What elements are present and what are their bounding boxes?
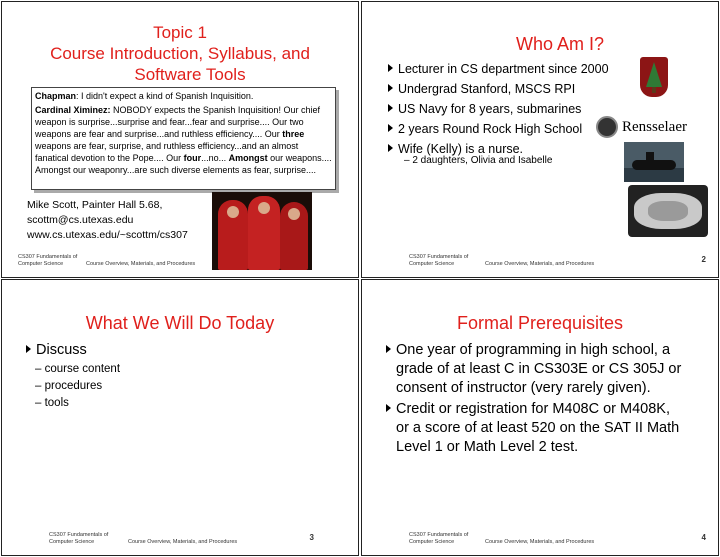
bullet-text: US Navy for 8 years, submarines xyxy=(398,102,582,116)
slide-title: Who Am I? xyxy=(515,34,605,54)
bullet-text: Level 1 or Math Level 2 test. xyxy=(396,439,579,455)
bullet-item xyxy=(386,341,711,398)
bullet-marker-icon xyxy=(388,64,393,72)
quote-text: weapons are fear, surprise, and ruthless efficiency...and an almost fanatical devotion to the Pope.... Our xyxy=(35,141,299,163)
bullet-text: Undergrad Stanford, MSCS RPI xyxy=(398,82,576,96)
quote-speaker: Chapman xyxy=(35,91,77,101)
bullet-item xyxy=(26,341,87,360)
footer-subtitle: Course Overview, Materials, and Procedures xyxy=(485,261,595,267)
quote-emphasis: four xyxy=(183,153,202,163)
bullet-marker-icon xyxy=(386,404,391,412)
bullet-marker-icon xyxy=(26,345,31,353)
bullet-marker-icon xyxy=(388,84,393,92)
bullet-item xyxy=(388,101,581,117)
rensselaer-logo xyxy=(596,116,687,138)
stanford-logo xyxy=(640,57,668,97)
seal-icon xyxy=(596,116,618,138)
bullet-marker-icon xyxy=(388,144,393,152)
quote-speaker: Cardinal Ximinez: xyxy=(35,105,111,115)
quote-text: NOBODY expects the Spanish Inquisition! Our chief weapon is surprise...surprise and fear...fear and surprise.... Our two weapons are fear and surprise...and ruthless efficiency.... Our xyxy=(35,105,320,139)
footer-subtitle: Course Overview, Materials, and Procedures xyxy=(485,539,595,545)
sub-bullet: – procedures xyxy=(35,380,103,392)
bullet-text: Discuss xyxy=(36,342,87,358)
title-line: Course Introduction, Syllabus, and xyxy=(50,44,310,63)
sub-bullet: – tools xyxy=(35,397,69,409)
bullet-text: One year of programming in high school, a xyxy=(396,342,671,358)
high-school-photo xyxy=(628,185,708,237)
quote-text: : I didn't expect a kind of Spanish Inquisition. xyxy=(76,91,254,101)
bullet-item xyxy=(388,81,575,97)
bullet-text: Wife (Kelly) is a nurse. xyxy=(398,142,524,156)
slide-4 xyxy=(361,279,719,556)
footer-course: CS307 Fundamentals of Computer Science xyxy=(409,254,469,267)
bullet-text: Lecturer in CS department since 2000 xyxy=(398,62,609,76)
bullet-text: grade of at least C in CS303E or CS 305J or xyxy=(396,361,682,377)
bullet-marker-icon xyxy=(388,124,393,132)
sub-bullet: – 2 daughters, Olivia and Isabelle xyxy=(404,155,553,166)
logo-text: Rensselaer xyxy=(622,118,687,135)
footer-course: CS307 Fundamentals of Computer Science xyxy=(409,532,469,545)
page-number: 2 xyxy=(701,255,706,264)
slide-2 xyxy=(361,1,719,278)
slide-title: Formal Prerequisites xyxy=(456,313,624,333)
submarine-photo xyxy=(624,142,684,182)
contact-email[interactable]: scottm@cs.utexas.edu xyxy=(27,214,134,226)
page-number: 4 xyxy=(701,533,706,542)
quote-text: our weapons.... Amongst our weaponry...are such diverse elements as fear, surprise.... xyxy=(35,153,332,175)
contact-info xyxy=(27,198,188,243)
contact-line: Mike Scott, Painter Hall 5.68, xyxy=(27,199,163,211)
slide-title xyxy=(2,22,358,85)
footer-course: CS307 Fundamentals of Computer Science xyxy=(49,532,109,545)
bullet-text: 2 years Round Rock High School xyxy=(398,122,583,136)
bullet-item xyxy=(388,121,582,137)
sub-bullet: – course content xyxy=(35,363,121,375)
title-line: Software Tools xyxy=(134,65,246,84)
page-number: 3 xyxy=(309,533,314,542)
tree-icon xyxy=(640,57,668,97)
slide-title: What We Will Do Today xyxy=(85,313,275,333)
bullet-item xyxy=(388,61,609,77)
bullet-text: or a score of at least 520 on the SAT II Math xyxy=(396,420,680,436)
quote-emphasis: Amongst xyxy=(228,153,268,163)
bullet-text: consent of instructor (very rarely given). xyxy=(396,380,651,396)
quote-emphasis: three xyxy=(282,129,305,139)
bullet-text: Credit or registration for M408C or M408K, xyxy=(396,401,670,417)
bullet-marker-icon xyxy=(386,345,391,353)
contact-url[interactable]: www.cs.utexas.edu/~scottm/cs307 xyxy=(27,229,188,241)
inquisition-photo xyxy=(212,192,312,270)
inquisition-quote-box xyxy=(31,87,336,190)
footer-subtitle: Course Overview, Materials, and Procedures xyxy=(86,261,196,267)
slide-1 xyxy=(1,1,359,278)
footer-subtitle: Course Overview, Materials, and Procedures xyxy=(128,539,238,545)
bullet-item xyxy=(386,400,711,457)
quote-text: ...no... xyxy=(201,153,229,163)
bullet-marker-icon xyxy=(388,104,393,112)
slide-3 xyxy=(1,279,359,556)
title-line: Topic 1 xyxy=(153,23,207,42)
footer-course: CS307 Fundamentals of Computer Science xyxy=(18,254,78,267)
